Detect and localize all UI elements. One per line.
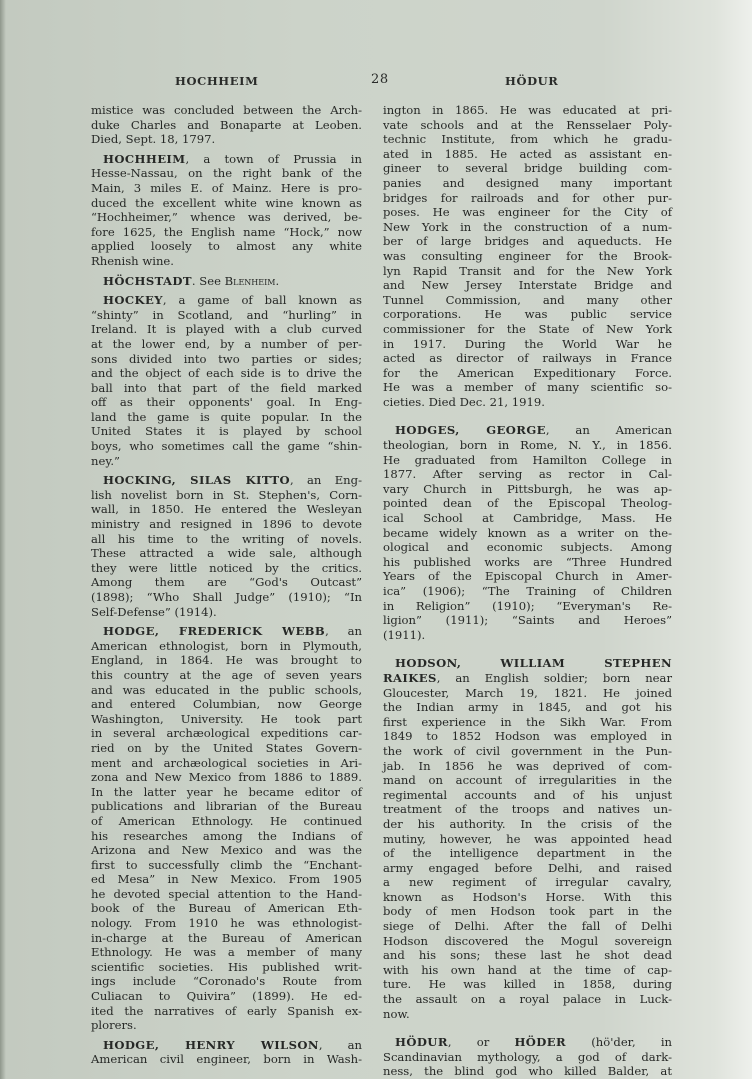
- text-line: [91, 945, 362, 960]
- body-text: vary Church in Pittsburgh, he was ap-: [383, 481, 672, 496]
- body-text: ited the narratives of early Spanish ex-: [91, 1003, 362, 1018]
- text-line: [91, 814, 362, 829]
- body-text: , an Eng-: [290, 473, 362, 488]
- body-text: (1898); “Who Shall Judge” (1910); “In: [91, 590, 362, 604]
- text-line: [91, 488, 362, 503]
- body-text: ber of large bridges and aqueducts. He: [383, 234, 672, 249]
- body-text: England, in 1864. He was brought to: [91, 653, 362, 668]
- text-line: [383, 161, 672, 176]
- body-text: Main, 3 miles E. of Mainz. Here is pro-: [91, 180, 362, 195]
- entry-paragraph: [91, 1038, 362, 1067]
- body-text: the assault on a royal palace in Luck-: [383, 992, 672, 1007]
- body-text: mand on account of irregularities in the: [383, 773, 672, 788]
- body-text: of the intelligence department in the: [383, 846, 672, 861]
- text-line: [383, 438, 672, 453]
- body-text: ministry and resigned in 1896 to devote: [91, 517, 362, 532]
- headword: HÖDUR: [395, 1035, 448, 1050]
- body-text: He was a member of many scientific so-: [383, 380, 672, 395]
- body-text: , or: [447, 1035, 515, 1050]
- text-line: [91, 829, 362, 844]
- text-line: [383, 322, 672, 337]
- body-text: and New Jersey Interstate Bridge and: [383, 278, 672, 293]
- text-line: [91, 152, 362, 167]
- entry-paragraph: [91, 473, 362, 619]
- text-line: [383, 584, 672, 599]
- text-line: [91, 887, 362, 902]
- text-line: [383, 307, 672, 322]
- body-text: ture. He was killed in 1858, during: [383, 977, 672, 992]
- body-text: they were little noticed by the critics.: [91, 560, 362, 575]
- text-line: [91, 668, 362, 683]
- text-line: [383, 249, 672, 264]
- page-number: 28: [371, 72, 389, 87]
- text-line: [91, 931, 362, 946]
- body-text: poses. He was engineer for the City of: [383, 205, 672, 220]
- text-line: [91, 308, 362, 323]
- text-line: [383, 147, 672, 162]
- text-line: [91, 473, 362, 488]
- body-text: in several archæological expeditions car-: [91, 726, 362, 741]
- body-text: Scandinavian mythology, a god of dark-: [383, 1049, 672, 1064]
- body-text: .: [275, 273, 280, 288]
- text-line: [91, 103, 362, 118]
- text-line: [91, 960, 362, 975]
- text-line: [383, 511, 672, 526]
- text-line: [383, 861, 672, 876]
- body-text: Tunnel Commission, and many other: [383, 292, 672, 307]
- text-line: [383, 729, 672, 744]
- headword: HODGES, GEORGE: [395, 423, 546, 438]
- body-text: “shinty” in Scotland, and “hurling” in: [91, 307, 362, 322]
- text-line: [383, 220, 672, 235]
- body-text: Hodson discovered the Mogul sovereign: [383, 933, 672, 948]
- text-line: [383, 773, 672, 788]
- left-column: [91, 103, 362, 1067]
- text-line: [383, 788, 672, 803]
- body-text: panies and designed many important: [383, 175, 672, 190]
- text-line: [91, 322, 362, 337]
- text-line: [91, 166, 362, 181]
- body-text: now.: [383, 1006, 410, 1021]
- body-text: all his time to the writing of novels.: [91, 531, 362, 546]
- body-text: mutiny, however, he was appointed head: [383, 831, 672, 846]
- text-line: [383, 569, 672, 584]
- text-line: [91, 210, 362, 225]
- body-text: the work of civil government in the Pun-: [383, 743, 672, 758]
- text-line: [383, 656, 672, 671]
- body-text: vate schools and at the Rensselaer Poly-: [383, 117, 672, 132]
- body-text: first to successfully climb the “Enchant-: [91, 857, 362, 872]
- text-line: [383, 337, 672, 352]
- text-line: [383, 700, 672, 715]
- body-text: ligion” (1911); “Saints and Heroes”: [383, 613, 672, 628]
- body-text: ball into that part of the field marked: [91, 380, 362, 395]
- text-line: [383, 264, 672, 279]
- text-line: [383, 686, 672, 701]
- text-line: [383, 482, 672, 497]
- text-line: [383, 540, 672, 555]
- body-text: of American Ethnology. He continued: [91, 813, 362, 828]
- body-text: (hö'der, in: [566, 1035, 672, 1050]
- headword: HODGE, FREDERICK WEBB: [103, 624, 326, 639]
- text-line: [383, 890, 672, 905]
- headword: HOCKEY: [103, 293, 163, 308]
- body-text: , a game of ball known as: [162, 293, 362, 308]
- text-line: [383, 744, 672, 759]
- body-text: siege of Delhi. After the fall of Delhi: [383, 919, 672, 934]
- text-line: [91, 532, 362, 547]
- body-text: regimental accounts and of his unjust: [383, 787, 672, 802]
- headword: RAIKES: [383, 670, 437, 685]
- text-line: [383, 904, 672, 919]
- text-line: [91, 639, 362, 654]
- body-text: (1911).: [383, 627, 426, 642]
- entry-paragraph: [91, 293, 362, 468]
- body-text: Gloucester, March 19, 1821. He joined: [383, 685, 672, 700]
- body-text: Years of the Episcopal Church in Amer-: [383, 569, 672, 584]
- text-line: [383, 453, 672, 468]
- text-line: [91, 770, 362, 785]
- text-line: [91, 683, 362, 698]
- text-line: [383, 191, 672, 206]
- entry-paragraph: [383, 656, 672, 1021]
- text-line: [383, 715, 672, 730]
- body-text: wall, in 1850. He entered the Wesleyan: [91, 502, 362, 517]
- text-line: [383, 293, 672, 308]
- body-text: , an American: [545, 423, 672, 438]
- body-text: Culiacan to Quivira” (1899). He ed-: [91, 989, 362, 1004]
- text-line: [383, 613, 672, 628]
- body-text: . See: [191, 273, 225, 288]
- text-line: [383, 1064, 672, 1079]
- text-line: [383, 671, 672, 686]
- body-text: he devoted special attention to the Hand-: [91, 886, 362, 901]
- text-line: [91, 624, 362, 639]
- body-text: ney.”: [91, 453, 120, 468]
- text-line: [383, 1050, 672, 1065]
- text-line: [383, 526, 672, 541]
- body-text: ica” (1906); “The Training of Children: [383, 584, 672, 598]
- body-text: first experience in the Sikh War. From: [383, 714, 672, 729]
- body-text: this country at the age of seven years: [91, 667, 362, 682]
- text-line: [91, 712, 362, 727]
- text-line: [91, 254, 362, 269]
- body-text: , an: [325, 624, 362, 639]
- body-text: lyn Rapid Transit and for the New York: [383, 263, 672, 278]
- text-line: [91, 381, 362, 396]
- text-line: [383, 496, 672, 511]
- body-text: , an English soldier; born near: [436, 670, 672, 685]
- entry-paragraph: [91, 624, 362, 1033]
- body-text: ical School at Cambridge, Mass. He: [383, 511, 672, 526]
- text-line: [383, 234, 672, 249]
- text-line: [91, 785, 362, 800]
- body-text: off as their opponents' goal. In Eng-: [91, 395, 362, 410]
- body-text: was consulting engineer for the Brook-: [383, 248, 672, 263]
- body-text: became widely known as a writer on the-: [383, 525, 672, 540]
- text-line: [91, 352, 362, 367]
- text-line: [91, 454, 362, 469]
- text-line: [91, 858, 362, 873]
- text-line: [383, 366, 672, 381]
- body-text: in-charge at the Bureau of American: [91, 930, 362, 945]
- text-line: [383, 846, 672, 861]
- text-line: [91, 756, 362, 771]
- headword: HÖCHSTADT: [103, 273, 192, 288]
- text-line: [91, 502, 362, 517]
- body-text: Hesse-Nassau, on the right bank of the: [91, 166, 362, 181]
- body-text: He graduated from Hamilton College in: [383, 452, 672, 467]
- body-text: cieties. Died Dec. 21, 1919.: [383, 394, 545, 409]
- body-text: der his authority. In the crisis of the: [383, 816, 672, 831]
- headword: HOCKING, SILAS KITTO: [103, 473, 291, 488]
- text-line: [91, 590, 362, 605]
- body-text: Rhenish wine.: [91, 253, 174, 268]
- body-text: Died, Sept. 18, 1797.: [91, 132, 216, 147]
- headword: HOCHHEIM: [103, 151, 186, 166]
- body-text: army engaged before Delhi, and raised: [383, 860, 672, 875]
- text-line: [383, 380, 672, 395]
- text-line: [91, 726, 362, 741]
- body-text: scientific societies. His published writ-: [91, 959, 362, 974]
- text-line: [383, 963, 672, 978]
- body-text: applied loosely to almost any white: [91, 239, 362, 254]
- body-text: boys, who sometimes call the game “shin-: [91, 439, 362, 454]
- text-line: [383, 423, 672, 438]
- body-text: theologian, born in Rome, N. Y., in 1856.: [383, 438, 672, 453]
- body-text: Among them are “God's Outcast”: [91, 575, 362, 590]
- text-line: [383, 118, 672, 133]
- body-text: American civil engineer, born in Wash-: [91, 1052, 362, 1067]
- text-line: [91, 697, 362, 712]
- body-text: Ireland. It is played with a club curved: [91, 322, 362, 337]
- body-text: land the game is quite popular. In the: [91, 409, 362, 424]
- body-text: sons divided into two parties or sides;: [91, 351, 362, 366]
- text-line: [91, 293, 362, 308]
- text-line: [91, 196, 362, 211]
- body-text: book of the Bureau of American Eth-: [91, 901, 362, 916]
- body-text: technic Institute, from which he gradu-: [383, 132, 672, 147]
- text-line: [91, 1004, 362, 1019]
- body-text: his researches among the Indians of: [91, 828, 362, 843]
- text-line: [383, 205, 672, 220]
- text-line: [91, 1038, 362, 1053]
- body-text: with his own hand at the time of cap-: [383, 962, 672, 977]
- text-line: [91, 843, 362, 858]
- text-line: [383, 948, 672, 963]
- text-line: [91, 337, 362, 352]
- body-text: and his sons; these last he shot dead: [383, 948, 672, 963]
- text-line: [91, 424, 362, 439]
- entry-paragraph: [91, 103, 362, 147]
- body-text: plorers.: [91, 1018, 137, 1033]
- text-line: [91, 799, 362, 814]
- body-text: treatment of the troops and natives un-: [383, 802, 672, 817]
- body-text: corporations. He was public service: [383, 307, 672, 322]
- body-text: ed Mesa” in New Mexico. From 1905: [91, 872, 362, 887]
- text-line: [91, 561, 362, 576]
- body-text: “Hochheimer,” whence was derived, be-: [91, 210, 362, 225]
- body-text: ness, the blind god who killed Balder, at: [383, 1064, 672, 1079]
- body-text: ment and archæological societies in Ari-: [91, 755, 362, 770]
- body-text: American ethnologist, born in Plymouth,: [91, 638, 362, 653]
- text-line: [91, 439, 362, 454]
- text-line: [91, 974, 362, 989]
- body-text: , an: [318, 1037, 362, 1052]
- text-line: [91, 872, 362, 887]
- body-text: duke Charles and Bonaparte at Leoben.: [91, 117, 362, 132]
- text-line: [383, 103, 672, 118]
- body-text: in Religion” (1910); “Everyman's Re-: [383, 598, 672, 613]
- body-text: ological and economic subjects. Among: [383, 540, 672, 555]
- body-text: ated in 1885. He acted as assistant en-: [383, 146, 672, 161]
- body-text: Arizona and New Mexico and was the: [91, 843, 362, 858]
- body-text: and the object of each side is to drive the: [91, 366, 362, 381]
- body-text: ings include “Coronado's Route from: [91, 974, 362, 989]
- text-line: [383, 919, 672, 934]
- text-line: [91, 517, 362, 532]
- body-text: acted as director of railways in France: [383, 351, 672, 366]
- body-text: Self-Defense” (1914).: [91, 604, 217, 619]
- text-line: [383, 992, 672, 1007]
- body-text: mistice was concluded between the Arch-: [91, 103, 362, 117]
- body-text: zona and New Mexico from 1886 to 1889.: [91, 770, 362, 785]
- text-line: [383, 759, 672, 774]
- text-line: [383, 934, 672, 949]
- body-text: publications and librarian of the Bureau: [91, 799, 362, 814]
- text-line: [383, 351, 672, 366]
- text-line: [383, 395, 672, 410]
- body-text: These attracted a wide sale, although: [91, 546, 362, 561]
- body-text: and entered Columbian, now George: [91, 697, 362, 712]
- text-line: [91, 989, 362, 1004]
- text-line: [383, 1035, 672, 1050]
- cross-reference: Blenheim: [224, 273, 276, 288]
- entry-paragraph: [383, 423, 672, 642]
- text-line: [383, 832, 672, 847]
- text-line: [383, 977, 672, 992]
- body-text: fore 1625, the English name “Hock,” now: [91, 224, 362, 239]
- text-line: [383, 875, 672, 890]
- body-text: , a town of Prussia in: [185, 151, 362, 166]
- body-text: and was educated in the public schools,: [91, 682, 362, 697]
- body-text: New York in the construction of a num-: [383, 219, 672, 234]
- body-text: lish novelist born in St. Stephen's, Corn-: [91, 487, 362, 502]
- body-text: ington in 1865. He was educated at pri-: [383, 103, 672, 117]
- body-text: known as Hodson's Horse. With this: [383, 889, 672, 904]
- body-text: 1877. After serving as rector in Cal-: [383, 467, 672, 482]
- text-line: [383, 278, 672, 293]
- text-line: [91, 395, 362, 410]
- body-text: pointed dean of the Episcopal Theolog-: [383, 496, 672, 511]
- text-line: [383, 555, 672, 570]
- entry-paragraph: [91, 152, 362, 269]
- entry-paragraph: [383, 1035, 672, 1079]
- body-text: Ethnology. He was a member of many: [91, 945, 362, 960]
- text-line: [91, 366, 362, 381]
- body-text: body of men Hodson took part in the: [383, 904, 672, 919]
- headword: HÖDER: [514, 1035, 567, 1050]
- text-line: [383, 817, 672, 832]
- text-line: [91, 118, 362, 133]
- text-line: [91, 181, 362, 196]
- headword: HODGE, HENRY WILSON: [103, 1037, 319, 1052]
- text-line: [91, 653, 362, 668]
- body-text: duced the excellent white wine known as: [91, 195, 362, 210]
- body-text: in 1917. During the World War he: [383, 336, 672, 351]
- text-line: [91, 901, 362, 916]
- body-text: the Indian army in 1845, and got his: [383, 700, 672, 715]
- body-text: gineer to several bridge building com-: [383, 161, 672, 176]
- body-text: In the latter year he became editor of: [91, 784, 362, 799]
- running-head-left: HOCHHEIM: [175, 74, 259, 88]
- text-line: [91, 605, 362, 620]
- text-line: [383, 1007, 672, 1022]
- body-text: 1849 to 1852 Hodson was employed in: [383, 729, 672, 744]
- body-text: bridges for railroads and for other pur-: [383, 190, 672, 205]
- body-text: for the American Expeditionary Force.: [383, 365, 672, 380]
- text-line: [91, 1052, 362, 1067]
- body-text: nology. From 1910 he was ethnologist-: [91, 916, 362, 931]
- headword: HODSON, WILLIAM STEPHEN: [395, 656, 672, 671]
- text-line: [91, 225, 362, 240]
- text-line: [91, 410, 362, 425]
- body-text: his published works are “Three Hundred: [383, 554, 672, 569]
- text-line: [91, 274, 362, 289]
- text-line: [91, 916, 362, 931]
- body-text: a new regiment of irregular cavalry,: [383, 875, 672, 890]
- text-line: [383, 132, 672, 147]
- text-line: [383, 599, 672, 614]
- text-line: [91, 575, 362, 590]
- text-line: [91, 1018, 362, 1033]
- text-line: [383, 176, 672, 191]
- text-line: [91, 132, 362, 147]
- text-line: [91, 546, 362, 561]
- body-text: ried on by the United States Govern-: [91, 740, 362, 755]
- body-text: United States it is played by school: [91, 424, 362, 439]
- body-text: jab. In 1856 he was deprived of com-: [383, 758, 672, 773]
- text-line: [91, 239, 362, 254]
- body-text: commissioner for the State of New York: [383, 321, 672, 336]
- body-text: Washington, University. He took part: [91, 711, 362, 726]
- entry-paragraph: [91, 274, 362, 289]
- right-column: [383, 103, 672, 1079]
- text-line: [383, 802, 672, 817]
- text-line: [91, 741, 362, 756]
- body-text: at the lower end, by a number of per-: [91, 336, 362, 351]
- entry-paragraph: [383, 103, 672, 409]
- text-line: [383, 467, 672, 482]
- running-head-right: HÖDUR: [505, 74, 559, 88]
- text-line: [383, 628, 672, 643]
